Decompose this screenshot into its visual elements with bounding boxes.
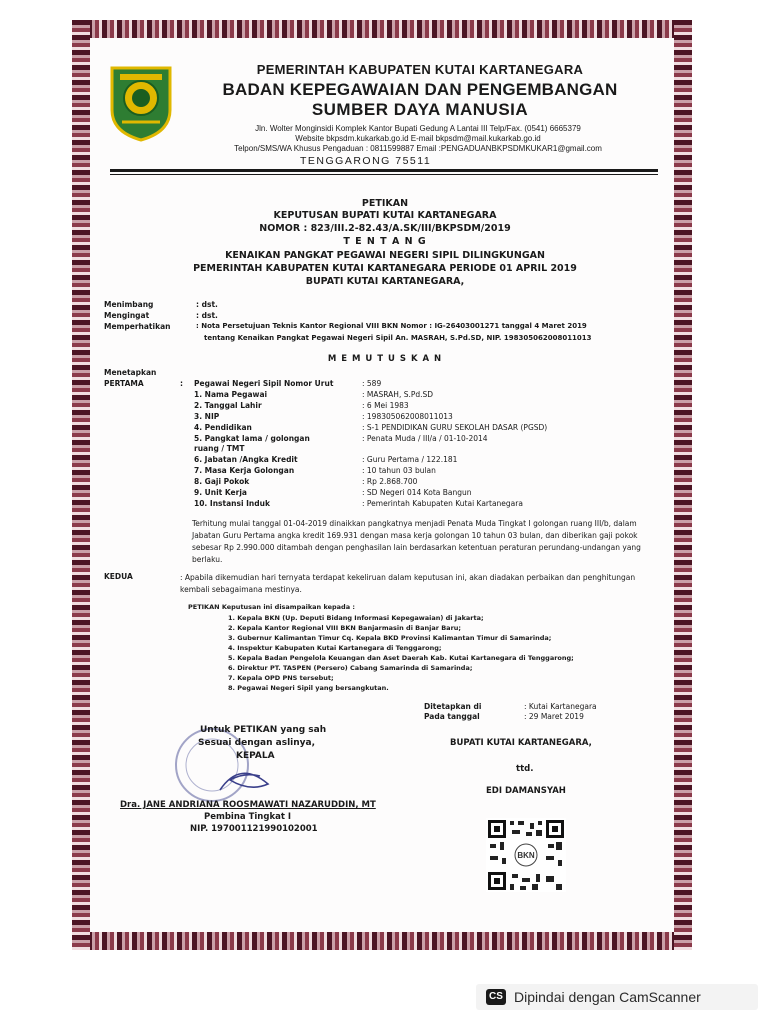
value-menimbang: : dst. <box>196 300 218 309</box>
left-sig-line1: Untuk PETIKAN yang sah <box>200 725 327 735</box>
field-label: 8. Gaji Pokok <box>194 477 250 486</box>
field-value: : MASRAH, S.Pd.SD <box>362 390 434 399</box>
list-item: 7. Kepala OPD PNS tersebut; <box>228 674 334 682</box>
field-value: : 6 Mei 1983 <box>362 401 409 410</box>
field-label: 10. Instansi Induk <box>194 499 270 508</box>
header-address-3: Telpon/SMS/WA Khusus Pengaduan : 0811599887 Email :PENGADUANBKPSDMKUKAR1@gmail.com <box>234 144 602 153</box>
field-label: 1. Nama Pegawai <box>194 390 268 399</box>
camscanner-icon: CS <box>486 989 506 1005</box>
header-address-1: Jln. Wolter Monginsidi Komplek Kantor Bupati Gedung A Lantai III Telp/Fax. (0541) 6665379 <box>255 124 581 133</box>
label-mengingat: Mengingat <box>104 311 150 320</box>
left-sig-name: Dra. JANE ANDRIANA ROOSMAWATI NAZARUDDIN, MT <box>120 800 376 810</box>
list-item: 3. Gubernur Kalimantan Timur Cq. Kepala BKD Provinsi Kalimantan Timur di Samarinda; <box>228 634 552 642</box>
field-value: : Guru Pertama / 122.181 <box>362 455 458 464</box>
field-label: 4. Pendidikan <box>194 423 252 432</box>
bupati-name: EDI DAMANSYAH <box>486 786 566 796</box>
kutai-kartanegara-logo-icon <box>108 62 174 142</box>
header-agency-sub: SUMBER DAYA MANUSIA <box>311 100 529 119</box>
field-label: 9. Unit Kerja <box>194 488 247 497</box>
camscanner-text: Dipindai dengan CamScanner <box>514 989 701 1005</box>
header-agency: BADAN KEPEGAWAIAN DAN PENGEMBANGAN <box>222 80 618 99</box>
qr-code-icon <box>486 818 566 892</box>
title-keputusan: KEPUTUSAN BUPATI KUTAI KARTANEGARA <box>273 210 497 221</box>
field-value: : 10 tahun 03 bulan <box>362 466 436 475</box>
field-value: : S-1 PENDIDIKAN GURU SEKOLAH DASAR (PGSD) <box>362 423 548 432</box>
value-memperhatikan: : Nota Persetujuan Teknis Kantor Regional VIII BKN Nomor : IG-26403001271 tanggal 4 Maret 2019 <box>196 322 587 330</box>
label-kedua: KEDUA <box>104 572 133 581</box>
field-value: : 198305062008011013 <box>362 412 453 421</box>
label-pertama: PERTAMA <box>104 379 144 388</box>
field-label: 3. NIP <box>194 412 220 421</box>
header-rule-thin <box>110 174 658 175</box>
list-item: 8. Pegawai Negeri Sipil yang bersangkutan. <box>228 684 389 692</box>
memutuskan-heading: M E M U T U S K A N <box>327 354 443 364</box>
title-petikan: PETIKAN <box>361 198 409 209</box>
tanggal-label: Pada tanggal <box>424 712 480 721</box>
header-rule-thick <box>110 169 658 172</box>
field-label: 2. Tanggal Lahir <box>194 401 262 410</box>
ttd: ttd. <box>516 764 534 774</box>
label-menetapkan: Menetapkan <box>104 368 157 377</box>
ditetapkan-value: : Kutai Kartanegara <box>524 702 597 711</box>
field-value: : Pemerintah Kabupaten Kutai Kartanegara <box>362 499 523 508</box>
border-right <box>674 20 692 950</box>
left-sig-line2: Sesuai dengan aslinya, <box>198 738 316 748</box>
ditetapkan-label: Ditetapkan di <box>424 702 482 711</box>
bupati-title: BUPATI KUTAI KARTANEGARA, <box>450 738 592 748</box>
decision-paragraph: Terhitung mulai tanggal 01-04-2019 dinaikkan pangkatnya menjadi Penata Muda Tingkat I golongan ruang III/b, dalam Jabatan Guru Pertama angka kredit 169.931 dengan masa kerja golongan 10 tahun 03 bulan, dan diberikan gaji pokok sebesar Rp 2.990.000 ditambah dengan penghasilan lain berdasarkan ketentuan peraturan perundang-undangan yang berlaku. <box>192 519 641 564</box>
label-menimbang: Menimbang <box>104 300 154 309</box>
distribution-intro: PETIKAN Keputusan ini disampaikan kepada : <box>188 603 355 611</box>
value-mengingat: : dst. <box>196 311 218 320</box>
list-item: 5. Kepala Badan Pengelola Keuangan dan Aset Daerah Kab. Kutai Kartanegara di Tenggarong; <box>228 654 574 662</box>
label-memperhatikan: Memperhatikan <box>104 322 171 331</box>
title-subject-3: BUPATI KUTAI KARTANEGARA, <box>305 276 465 287</box>
header-city: TENGGARONG 75511 <box>300 155 432 167</box>
tanggal-value: : 29 Maret 2019 <box>524 712 584 721</box>
border-top <box>72 20 692 38</box>
field-label: 6. Jabatan /Angka Kredit <box>194 455 298 464</box>
header-government: PEMERINTAH KABUPATEN KUTAI KARTANEGARA <box>256 62 584 77</box>
field-value: : 589 <box>362 379 382 388</box>
field-value: : SD Negeri 014 Kota Bangun <box>362 488 472 497</box>
kedua-text: : Apabila dikemudian hari ternyata terdapat kekeliruan dalam keputusan ini, akan diadakan perbaikan dan penghitungan kembali sebagaimana mestinya. <box>180 573 636 594</box>
border-bottom <box>72 932 692 950</box>
list-item: 2. Kepala Kantor Regional VIII BKN Banjarmasin di Banjar Baru; <box>228 624 462 632</box>
title-nomor: NOMOR : 823/III.2-82.43/A.SK/III/BKPSDM/2019 <box>259 223 511 234</box>
header-address-2: Website bkpsdm.kukarkab.go.id E-mail bkpsdm@mail.kukarkab.go.id <box>295 134 541 143</box>
left-sig-nip: NIP. 197001121990102001 <box>190 824 318 834</box>
left-sig-rank: Pembina Tingkat I <box>204 812 292 822</box>
field-value: : Penata Muda / III/a / 01-10-2014 <box>362 434 488 443</box>
title-tentang: T E N T A N G <box>343 236 427 247</box>
field-label: Pegawai Negeri Sipil Nomor Urut <box>194 379 334 388</box>
list-item: 1. Kepala BKN (Up. Deputi Bidang Informasi Kepegawaian) di Jakarta; <box>228 614 484 622</box>
list-item: 6. Direktur PT. TASPEN (Persero) Cabang Samarinda di Samarinda; <box>228 664 473 672</box>
field-value: : Rp 2.868.700 <box>362 477 418 486</box>
value-memperhatikan-cont: tentang Kenaikan Pangkat Pegawai Negeri Sipil An. MASRAH, S.Pd.SD, NIP. 198305062008011013 <box>204 334 592 342</box>
field-label: 7. Masa Kerja Golongan <box>194 466 295 475</box>
field-label: ruang / TMT <box>194 444 245 453</box>
pertama-colon: : <box>180 379 183 388</box>
field-label: 5. Pangkat lama / golongan <box>194 434 310 443</box>
border-left <box>72 20 90 950</box>
qr-label: BKN <box>517 851 535 860</box>
list-item: 4. Inspektur Kabupaten Kutai Kartanegara di Tenggarong; <box>228 644 442 652</box>
title-subject-1: KENAIKAN PANGKAT PEGAWAI NEGERI SIPIL DILINGKUNGAN <box>225 250 545 261</box>
title-subject-2: PEMERINTAH KABUPATEN KUTAI KARTANEGARA PERIODE 01 APRIL 2019 <box>193 263 577 274</box>
left-sig-line3: KEPALA <box>236 751 275 761</box>
